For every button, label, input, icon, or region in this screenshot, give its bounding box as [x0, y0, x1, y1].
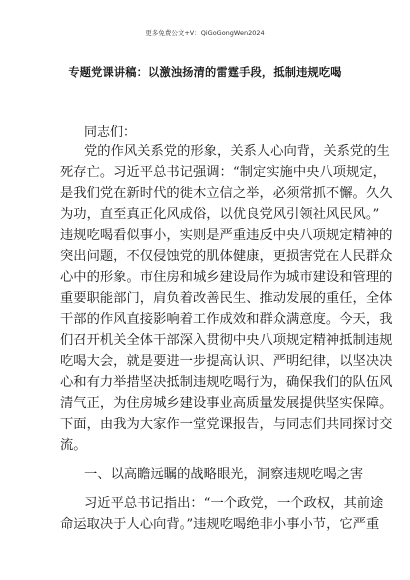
- paragraph-line: 习近平总书记指出：“一个政党，一个政权，其前途: [84, 496, 384, 511]
- paragraph-line: 死存亡。习近平总书记强调：“制定实施中央八项规定，: [60, 165, 386, 180]
- paragraph-line: 清气正，为住房城乡建设事业高质量发展提供坚实保障。: [60, 396, 393, 411]
- paragraph-line: 心中的形象。市住房和城乡建设局作为城市建设和管理的: [60, 270, 393, 285]
- paragraph-line: 党的作风关系党的形象，关系人心向背，关系党的生: [84, 144, 390, 159]
- paragraph-line: 为功，直至真正化风成俗，以优良党风引领社风民风。”: [60, 207, 380, 222]
- paragraph-line: 干部的作风直接影响着工作成效和群众满意度。今天，我: [60, 312, 393, 327]
- salutation: 同志们：: [84, 125, 137, 140]
- paragraph-line: 下面，由我为大家作一堂党课报告，与同志们共同探讨交: [60, 417, 393, 432]
- paragraph-line: 重要职能部门，肩负着改善民生、推动发展的重任，全体: [60, 291, 393, 306]
- section-heading: 一、以高瞻远瞩的战略眼光，洞察违规吃喝之害: [84, 467, 364, 482]
- document-title: 专题党课讲稿：以激浊扬清的雷霆手段，抵制违规吃喝: [68, 66, 342, 79]
- paragraph-line: 违规吃喝看似事小，实则是严重违反中央八项规定精神的: [60, 228, 393, 243]
- paragraph-line: 吃喝大会，就是要进一步提高认识、严明纪律，以坚决决: [60, 354, 393, 369]
- paragraph-line: 流。: [60, 438, 87, 453]
- paragraph-line: 突出问题，不仅侵蚀党的肌体健康，更损害党在人民群众: [60, 249, 393, 264]
- header-note: 更多免费公文+V：QiGoGongWen2024: [145, 29, 265, 37]
- paragraph-line: 心和有力举措坚决抵制违规吃喝行为，确保我们的队伍风: [60, 375, 393, 390]
- paragraph-line: 命运取决于人心向背。”违规吃喝绝非小事小节，它严重: [60, 517, 380, 532]
- paragraph-line: 是我们党在新时代的徙木立信之举，必须常抓不懈。久久: [60, 186, 393, 201]
- paragraph-line: 们召开机关全体干部深入贯彻中央八项规定精神抵制违规: [60, 333, 393, 348]
